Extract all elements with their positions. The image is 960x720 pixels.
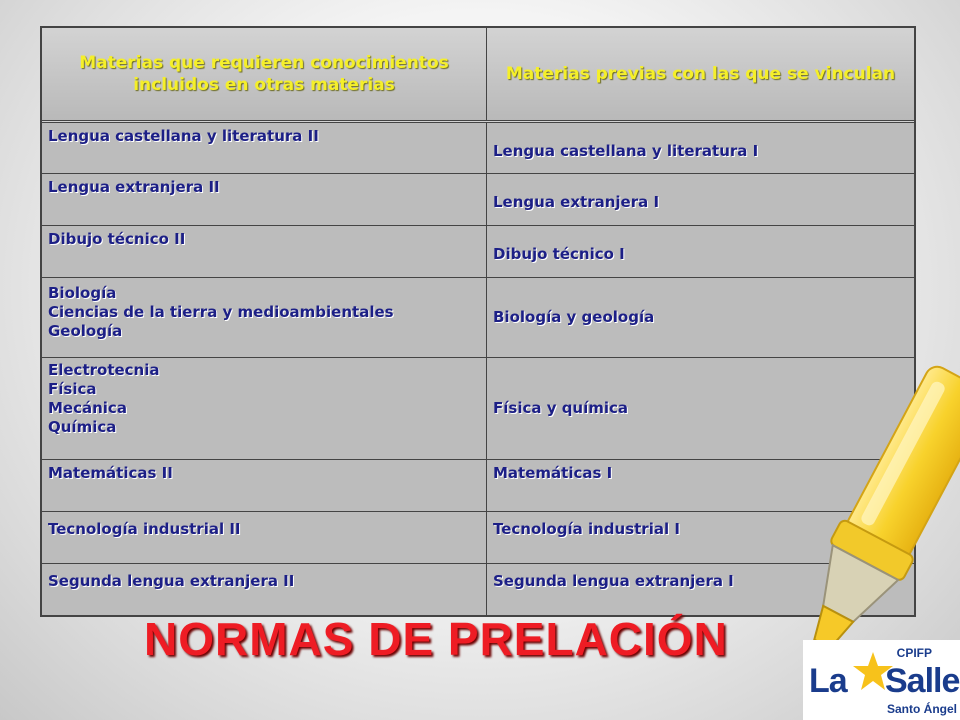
dependent-cell xyxy=(42,358,487,459)
dependent-subject: Matemáticas II xyxy=(48,464,173,482)
dependent-cell xyxy=(42,123,487,173)
header-previous-subjects: Materias previas con las que se vinculan xyxy=(505,64,896,84)
dependent-subject: Tecnología industrial II xyxy=(48,520,241,538)
previous-subject: Física y química xyxy=(493,399,629,417)
dependent-subject: Lengua extranjera II xyxy=(48,178,220,196)
dependent-subject: Geología xyxy=(48,322,123,340)
dependent-subject: Ciencias de la tierra y medioambientales xyxy=(48,303,394,321)
previous-subject: Tecnología industrial I xyxy=(493,520,680,538)
logo-subtitle: Santo Ángel xyxy=(887,702,958,716)
dependent-cell xyxy=(42,564,487,615)
dependent-cell xyxy=(42,278,487,357)
logo-salle-text: Salle xyxy=(885,662,960,700)
dependent-subject: Física xyxy=(48,380,97,398)
previous-subject: Segunda lengua extranjera I xyxy=(493,572,734,590)
previous-subject: Dibujo técnico I xyxy=(493,245,625,263)
page-title: NORMAS DE PRELACIÓN xyxy=(144,613,728,665)
table-row xyxy=(42,226,914,278)
highlighter-icon xyxy=(740,330,960,690)
previous-subject: Lengua extranjera I xyxy=(493,193,660,211)
header-dependent-subjects: Materias que requieren conocimientos incluidos en otras materias xyxy=(42,28,487,120)
logo-la-text: La xyxy=(809,662,847,700)
previous-subject: Matemáticas I xyxy=(493,464,613,482)
previous-subject: Biología y geología xyxy=(493,308,655,326)
school-logo xyxy=(803,640,960,720)
previous-subject: Lengua castellana y literatura I xyxy=(493,141,759,160)
dependent-cell xyxy=(42,226,487,277)
dependent-subject: Química xyxy=(48,418,117,436)
previous-cell xyxy=(487,226,914,277)
dependent-subject: Lengua castellana y literatura II xyxy=(48,127,319,145)
logo-cpifp-text: CPIFP xyxy=(896,646,932,660)
dependent-cell xyxy=(42,460,487,511)
table-row xyxy=(42,174,914,226)
dependent-subject: Mecánica xyxy=(48,399,127,417)
dependent-subject: Electrotecnia xyxy=(48,361,160,379)
previous-cell xyxy=(487,123,914,173)
table-row xyxy=(42,123,914,174)
dependent-subject: Dibujo técnico II xyxy=(48,230,186,248)
dependent-cell xyxy=(42,512,487,563)
dependent-cell xyxy=(42,174,487,225)
dependent-subject: Segunda lengua extranjera II xyxy=(48,572,295,590)
table-header-row xyxy=(42,28,914,123)
previous-cell xyxy=(487,174,914,225)
dependent-subject: Biología xyxy=(48,284,117,302)
